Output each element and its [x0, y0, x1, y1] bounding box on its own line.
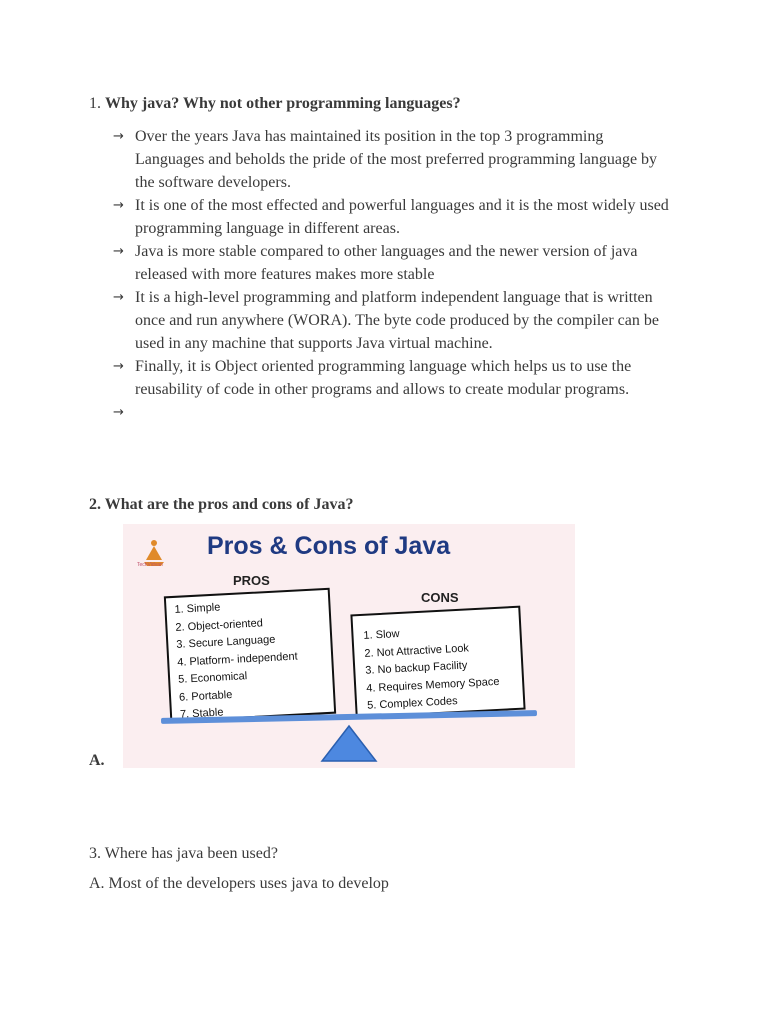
- bullet-item: [113, 286, 673, 355]
- pros-item: 7. Stable: [179, 706, 224, 721]
- cons-heading: CONS: [421, 590, 459, 605]
- bullet-text: Java is more stable compared to other languages and the newer version of java released with more features makes more stable: [135, 243, 638, 283]
- question-1-number: 1.: [89, 95, 101, 112]
- fulcrum-triangle-icon: [319, 724, 379, 764]
- arrow-icon: →: [113, 244, 124, 259]
- bullet-item: [113, 355, 673, 401]
- bullet-item-empty: [113, 401, 673, 424]
- arrow-icon: →: [113, 405, 124, 420]
- bullet-item: [113, 194, 673, 240]
- pros-item: 1. Simple: [174, 601, 221, 616]
- question-1: [89, 95, 461, 113]
- figure-title: Pros & Cons of Java: [207, 532, 451, 560]
- question-1-title: Why java? Why not other programming languages?: [105, 95, 461, 112]
- cons-box: [350, 606, 525, 719]
- bullet-text: It is one of the most effected and powerful languages and it is the most widely used programming language in different areas.: [135, 197, 669, 237]
- arrow-icon: →: [113, 290, 124, 305]
- arrow-icon: →: [113, 198, 124, 213]
- cons-item: 2. Not Attractive Look: [364, 641, 470, 660]
- question-2-title: 2. What are the pros and cons of Java?: [89, 496, 354, 513]
- arrow-icon: →: [113, 359, 124, 374]
- question-1-bullet-list: [113, 125, 673, 424]
- bullet-text: Over the years Java has maintained its position in the top 3 programming Languages and beholds the pride of the most preferred programming language by the software developers.: [135, 128, 658, 191]
- cons-item: 3. No backup Facility: [365, 659, 468, 677]
- pros-item: 3. Secure Language: [176, 633, 276, 651]
- pros-cons-figure: [123, 524, 575, 768]
- bullet-text: Finally, it is Object oriented programming language which helps us to use the reusability of code in other programs and allows to create modular programs.: [135, 358, 632, 398]
- pros-box: [164, 588, 336, 723]
- bullet-item: [113, 125, 673, 194]
- question-3-title: 3. Where has java been used?: [89, 845, 278, 862]
- cons-item: 4. Requires Memory Space: [365, 675, 500, 695]
- pros-heading: PROS: [233, 573, 270, 588]
- pros-item: 6. Portable: [178, 688, 233, 704]
- pros-item: 5. Economical: [177, 670, 248, 686]
- bullet-text: It is a high-level programming and platform independent language that is written once and run anywhere (WORA). The byte code produced by the compiler can be used in any machine that supports Java virtual machine.: [135, 289, 659, 352]
- pros-item: 4. Platform- independent: [176, 650, 298, 669]
- question-2-answer-prefix: A.: [89, 752, 105, 769]
- cons-item: 5. Complex Codes: [366, 695, 458, 712]
- arrow-icon: →: [113, 129, 124, 144]
- question-3-answer: A. Most of the developers uses java to develop: [89, 875, 389, 892]
- pros-item: 2. Object-oriented: [175, 616, 264, 634]
- bullet-item: [113, 240, 673, 286]
- logo-text: TechVidvan: [137, 562, 163, 568]
- bullet-text: [135, 401, 673, 424]
- cons-item: 1. Slow: [363, 627, 400, 642]
